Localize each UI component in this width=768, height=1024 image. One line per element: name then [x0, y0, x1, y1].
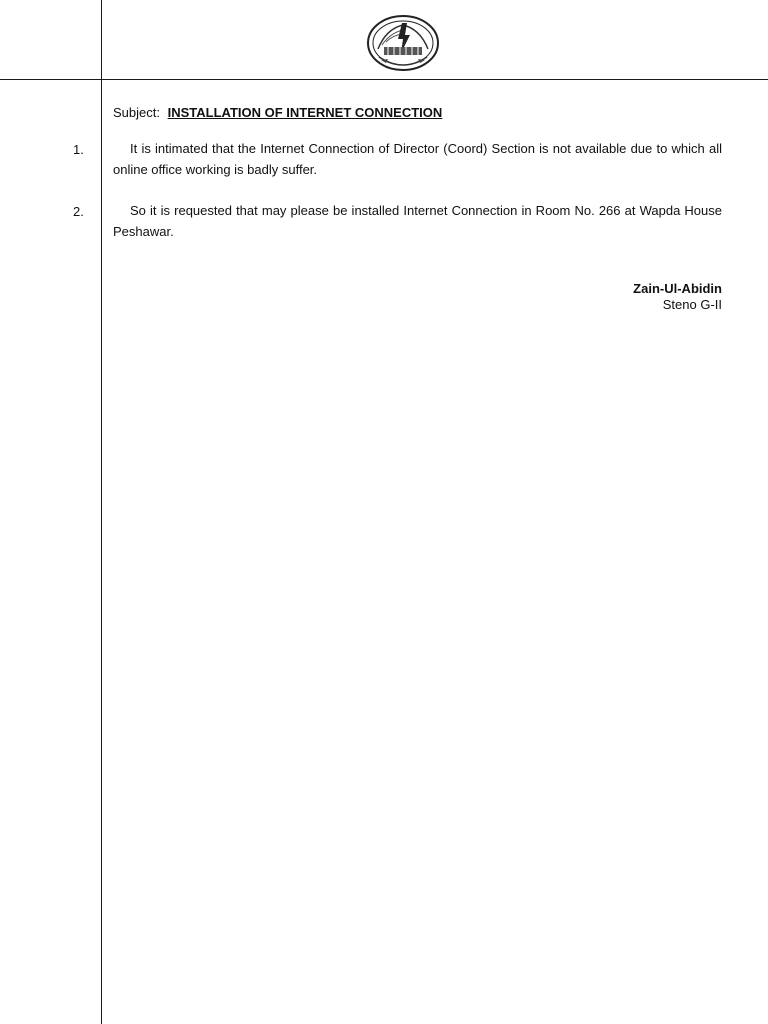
subject-title: INSTALLATION OF INTERNET CONNECTION	[167, 105, 443, 120]
signatory-name: Zain-Ul-Abidin	[633, 281, 722, 296]
subject-line	[113, 105, 442, 120]
header-rule	[0, 79, 768, 80]
left-margin-rule	[101, 0, 102, 1024]
wapda-emblem-icon	[366, 15, 440, 71]
subject-label: Subject:	[113, 105, 160, 120]
paragraph-number: 2.	[73, 204, 84, 219]
paragraph-number: 1.	[73, 142, 84, 157]
paragraph-text: So it is requested that may please be installed Internet Connection in Room No. 266 at Wapda House Peshawar.	[113, 203, 722, 239]
signatory-title: Steno G-II	[662, 297, 722, 312]
paragraph-text: It is intimated that the Internet Connection of Director (Coord) Section is not available due to which all online office working is badly suffer.	[113, 141, 722, 177]
